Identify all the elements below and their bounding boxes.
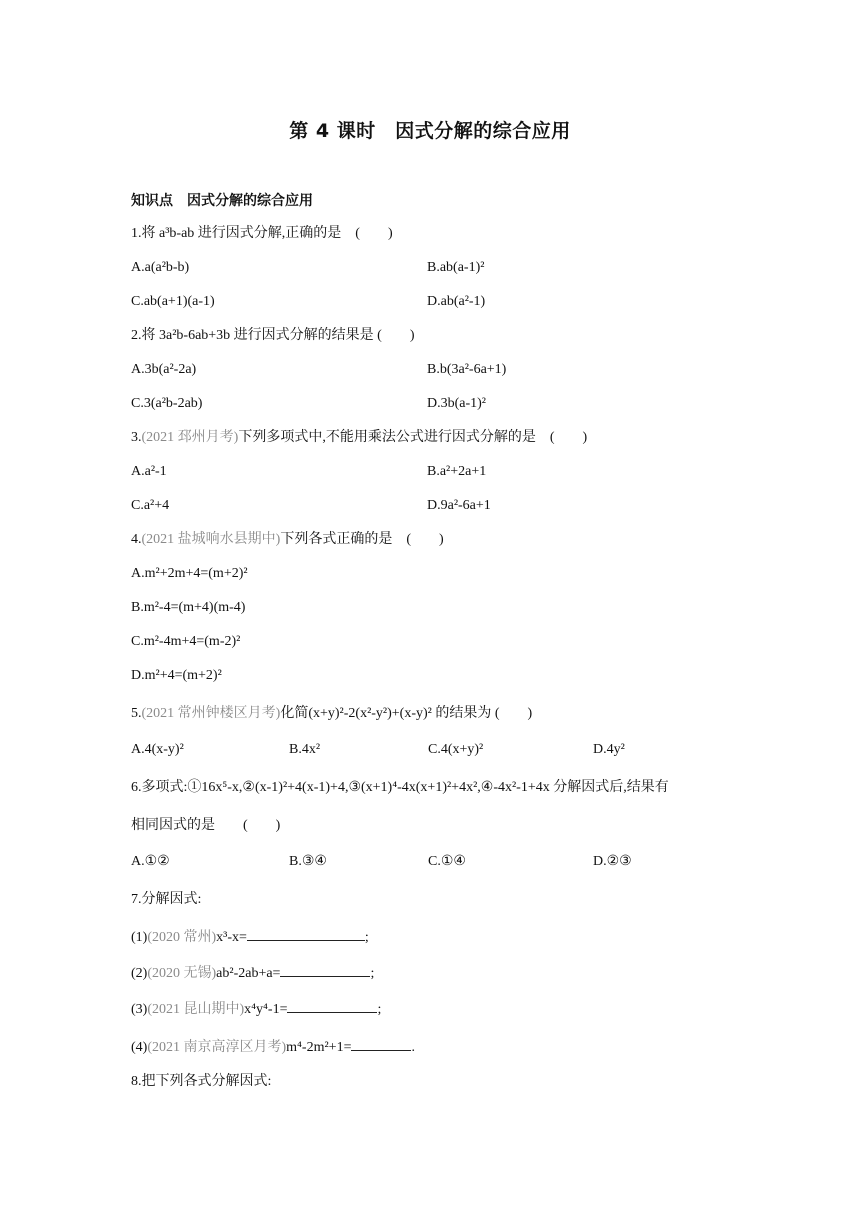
q6-option-b: B.③④ — [289, 854, 327, 869]
q6-option-a: A.①② — [131, 854, 170, 869]
page-title: 第 4 课时 因式分解的综合应用 — [289, 120, 571, 142]
question-3 — [131, 428, 587, 448]
q2-option-b: B.b(3a²-6a+1) — [427, 362, 507, 377]
answer-blank[interactable] — [280, 962, 370, 977]
q3-option-a: A.a²-1 — [131, 464, 167, 479]
question-text: 下列多项式中,不能用乘法公式进行因式分解的是 ( ) — [238, 430, 588, 445]
source-tag: (2021 邳州月考) — [141, 430, 239, 445]
source-tag: (2021 南京高淳区月考) — [147, 1040, 287, 1055]
q2-option-d: D.3b(a-1)² — [427, 396, 487, 411]
question-5 — [131, 704, 532, 724]
item-end: ; — [370, 966, 375, 981]
q1-option-d: D.ab(a²-1) — [427, 294, 486, 309]
question-7: 7.分解因式: — [131, 892, 202, 907]
q1-option-b: B.ab(a-1)² — [427, 260, 485, 275]
q7-item-2 — [131, 962, 374, 984]
item-end: ; — [364, 930, 369, 945]
q6-option-c: C.①④ — [428, 854, 466, 869]
q3-option-b: B.a²+2a+1 — [427, 464, 487, 479]
question-number: 5. — [131, 706, 142, 721]
item-expression: x⁴y⁴-1= — [244, 1002, 288, 1017]
q4-option-a: A.m²+2m+4=(m+2)² — [131, 566, 248, 581]
question-text: 化简(x+y)²-2(x²-y²)+(x-y)² 的结果为 ( ) — [280, 706, 533, 721]
item-number: (1) — [131, 930, 148, 945]
q3-option-c: C.a²+4 — [131, 498, 170, 513]
answer-blank[interactable] — [247, 926, 365, 941]
answer-blank[interactable] — [287, 998, 377, 1013]
question-8: 8.把下列各式分解因式: — [131, 1074, 272, 1089]
section-heading: 知识点 因式分解的综合应用 — [131, 193, 313, 209]
question-text: 下列各式正确的是 ( ) — [280, 532, 444, 547]
q4-option-d: D.m²+4=(m+2)² — [131, 668, 222, 683]
q1-option-c: C.ab(a+1)(a-1) — [131, 294, 215, 309]
q2-option-c: C.3(a²b-2ab) — [131, 396, 203, 411]
q5-option-d: D.4y² — [593, 742, 625, 757]
source-tag: (2020 常州) — [147, 930, 217, 945]
question-2: 2.将 3a²b-6ab+3b 进行因式分解的结果是 ( ) — [131, 328, 415, 343]
question-number: 3. — [131, 430, 142, 445]
answer-blank[interactable] — [351, 1036, 411, 1051]
source-tag: (2021 昆山期中) — [147, 1002, 245, 1017]
item-number: (4) — [131, 1040, 148, 1055]
item-end: ; — [377, 1002, 382, 1017]
q7-item-1 — [131, 926, 369, 948]
item-number: (3) — [131, 1002, 148, 1017]
item-end: . — [411, 1040, 415, 1055]
q4-option-b: B.m²-4=(m+4)(m-4) — [131, 600, 246, 615]
q4-option-c: C.m²-4m+4=(m-2)² — [131, 634, 241, 649]
question-1: 1.将 a³b-ab 进行因式分解,正确的是 ( ) — [131, 226, 393, 241]
q5-option-a: A.4(x-y)² — [131, 742, 184, 757]
item-expression: ab²-2ab+a= — [216, 966, 281, 981]
q5-option-c: C.4(x+y)² — [428, 742, 484, 757]
q1-option-a: A.a(a²b-b) — [131, 260, 190, 275]
q2-option-a: A.3b(a²-2a) — [131, 362, 197, 377]
item-number: (2) — [131, 966, 148, 981]
source-tag: (2021 盐城响水县期中) — [141, 532, 281, 547]
question-6: 6.多项式:①16x⁵-x,②(x-1)²+4(x-1)+4,③(x+1)⁴-4x(x+1)²+4x²,④-4x²-1+4x 分解因式后,结果有 — [131, 780, 669, 795]
q3-option-d: D.9a²-6a+1 — [427, 498, 491, 513]
question-4 — [131, 530, 444, 550]
q7-item-4 — [131, 1036, 415, 1058]
source-tag: (2020 无锡) — [147, 966, 217, 981]
source-tag: (2021 常州钟楼区月考) — [141, 706, 281, 721]
question-number: 4. — [131, 532, 142, 547]
item-expression: x³-x= — [216, 930, 247, 945]
question-6-cont: 相同因式的是 ( ) — [131, 818, 281, 833]
item-expression: m⁴-2m²+1= — [286, 1040, 352, 1055]
q6-option-d: D.②③ — [593, 854, 632, 869]
q5-option-b: B.4x² — [289, 742, 321, 757]
q7-item-3 — [131, 998, 381, 1020]
